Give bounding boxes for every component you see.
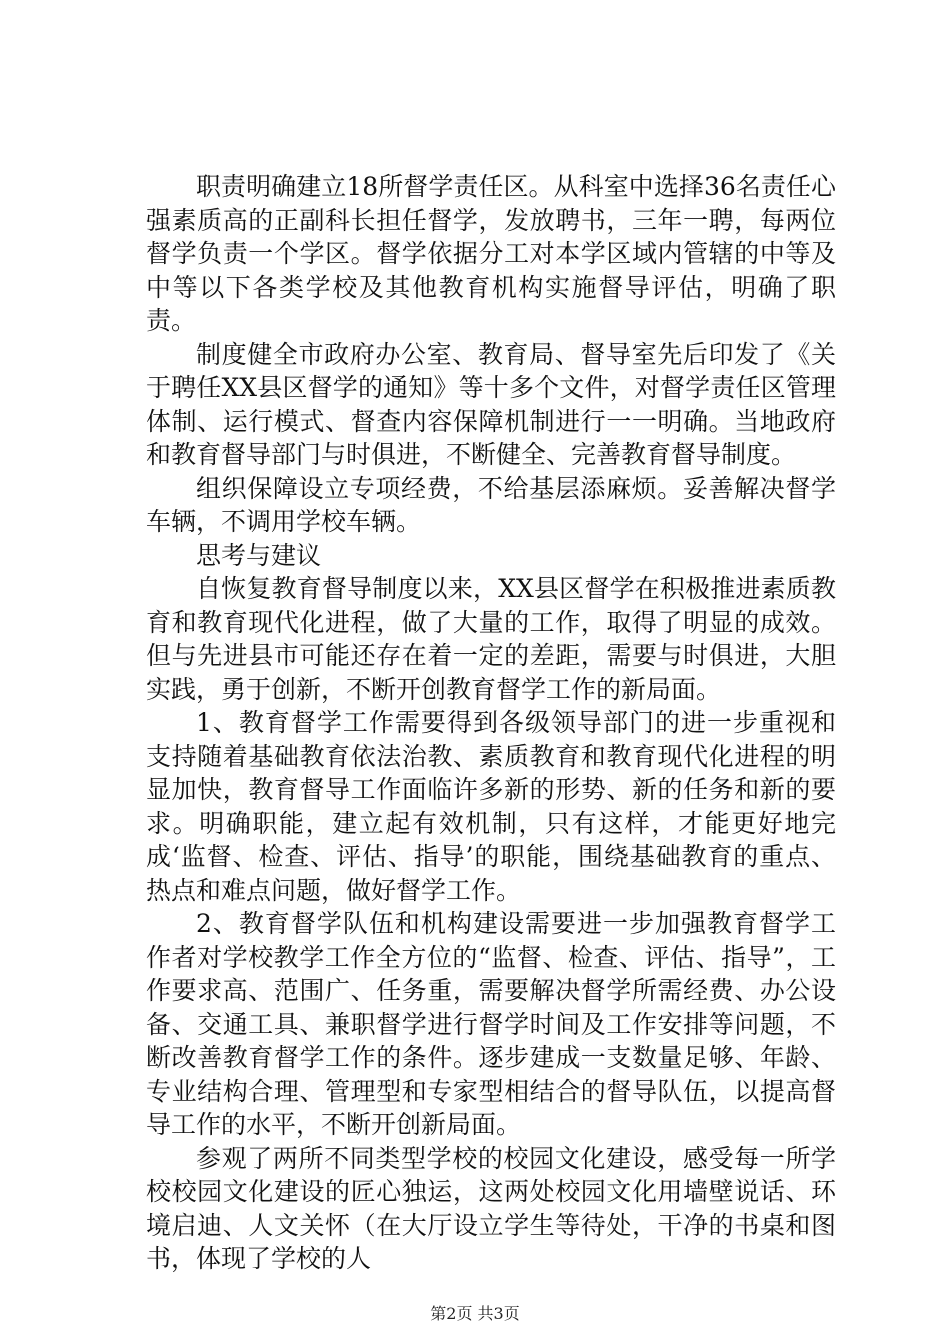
paragraph-responsibility: 职责明确建立18所督学责任区。从科室中选择36名责任心强素质高的正副科长担任督学，发放聘书，三年一聘，每两位督学负责一个学区。督学依据分工对本学区域内管辖的中等及中等以下各类学校及其他教育机构实施督导评估，明确了职责。 bbox=[146, 172, 836, 335]
body-text bbox=[146, 170, 836, 1276]
paragraph-intro: 自恢复教育督导制度以来，XX县区督学在积极推进素质教育和教育现代化进程，做了大量的工作，取得了明显的成效。但与先进县市可能还存在着一定的差距，需要与时俱进，大胆实践，勇于创新，不断开创教育督学工作的新局面。 bbox=[146, 574, 836, 704]
section-heading: 思考与建议 bbox=[196, 540, 322, 570]
page-footer: 第2页 共3页 bbox=[430, 1304, 520, 1323]
paragraph-visit: 参观了两所不同类型学校的校园文化建设，感受每一所学校校园文化建设的匠心独运，这两处校园文化用墙壁说话、环境启迪、人文关怀（在大厅设立学生等待处，干净的书桌和图书，体现了学校的人 bbox=[146, 1143, 836, 1273]
paragraph-system: 制度健全市政府办公室、教育局、督导室先后印发了《关于聘任XX县区督学的通知》等十多个文件，对督学责任区管理体制、运行模式、督查内容保障机制进行一一明确。当地政府和教育督导部门与时俱进，不断健全、完善教育督导制度。 bbox=[146, 339, 836, 469]
paragraph-point-2: 2、教育督学队伍和机构建设需要进一步加强教育督学工作者对学校教学工作全方位的“监督、检查、评估、指导”，工作要求高、范围广、任务重，需要解决督学所需经费、办公设备、交通工具、兼职督学进行督学时间及工作安排等问题，不断改善教育督学工作的条件。逐步建成一支数量足够、年龄、专业结构合理、管理型和专家型相结合的督导队伍，以提高督导工作的水平，不断开创新局面。 bbox=[146, 909, 836, 1139]
paragraph-point-1: 1、教育督学工作需要得到各级领导部门的进一步重视和支持随着基础教育依法治教、素质教育和教育现代化进程的明显加快，教育督导工作面临许多新的形势、新的任务和新的要求。明确职能，建立起有效机制，只有这样，才能更好地完成‘监督、检查、评估、指导’的职能，围绕基础教育的重点、热点和难点问题，做好督学工作。 bbox=[146, 708, 836, 905]
paragraph-organization: 组织保障设立专项经费，不给基层添麻烦。妥善解决督学车辆，不调用学校车辆。 bbox=[146, 473, 836, 536]
